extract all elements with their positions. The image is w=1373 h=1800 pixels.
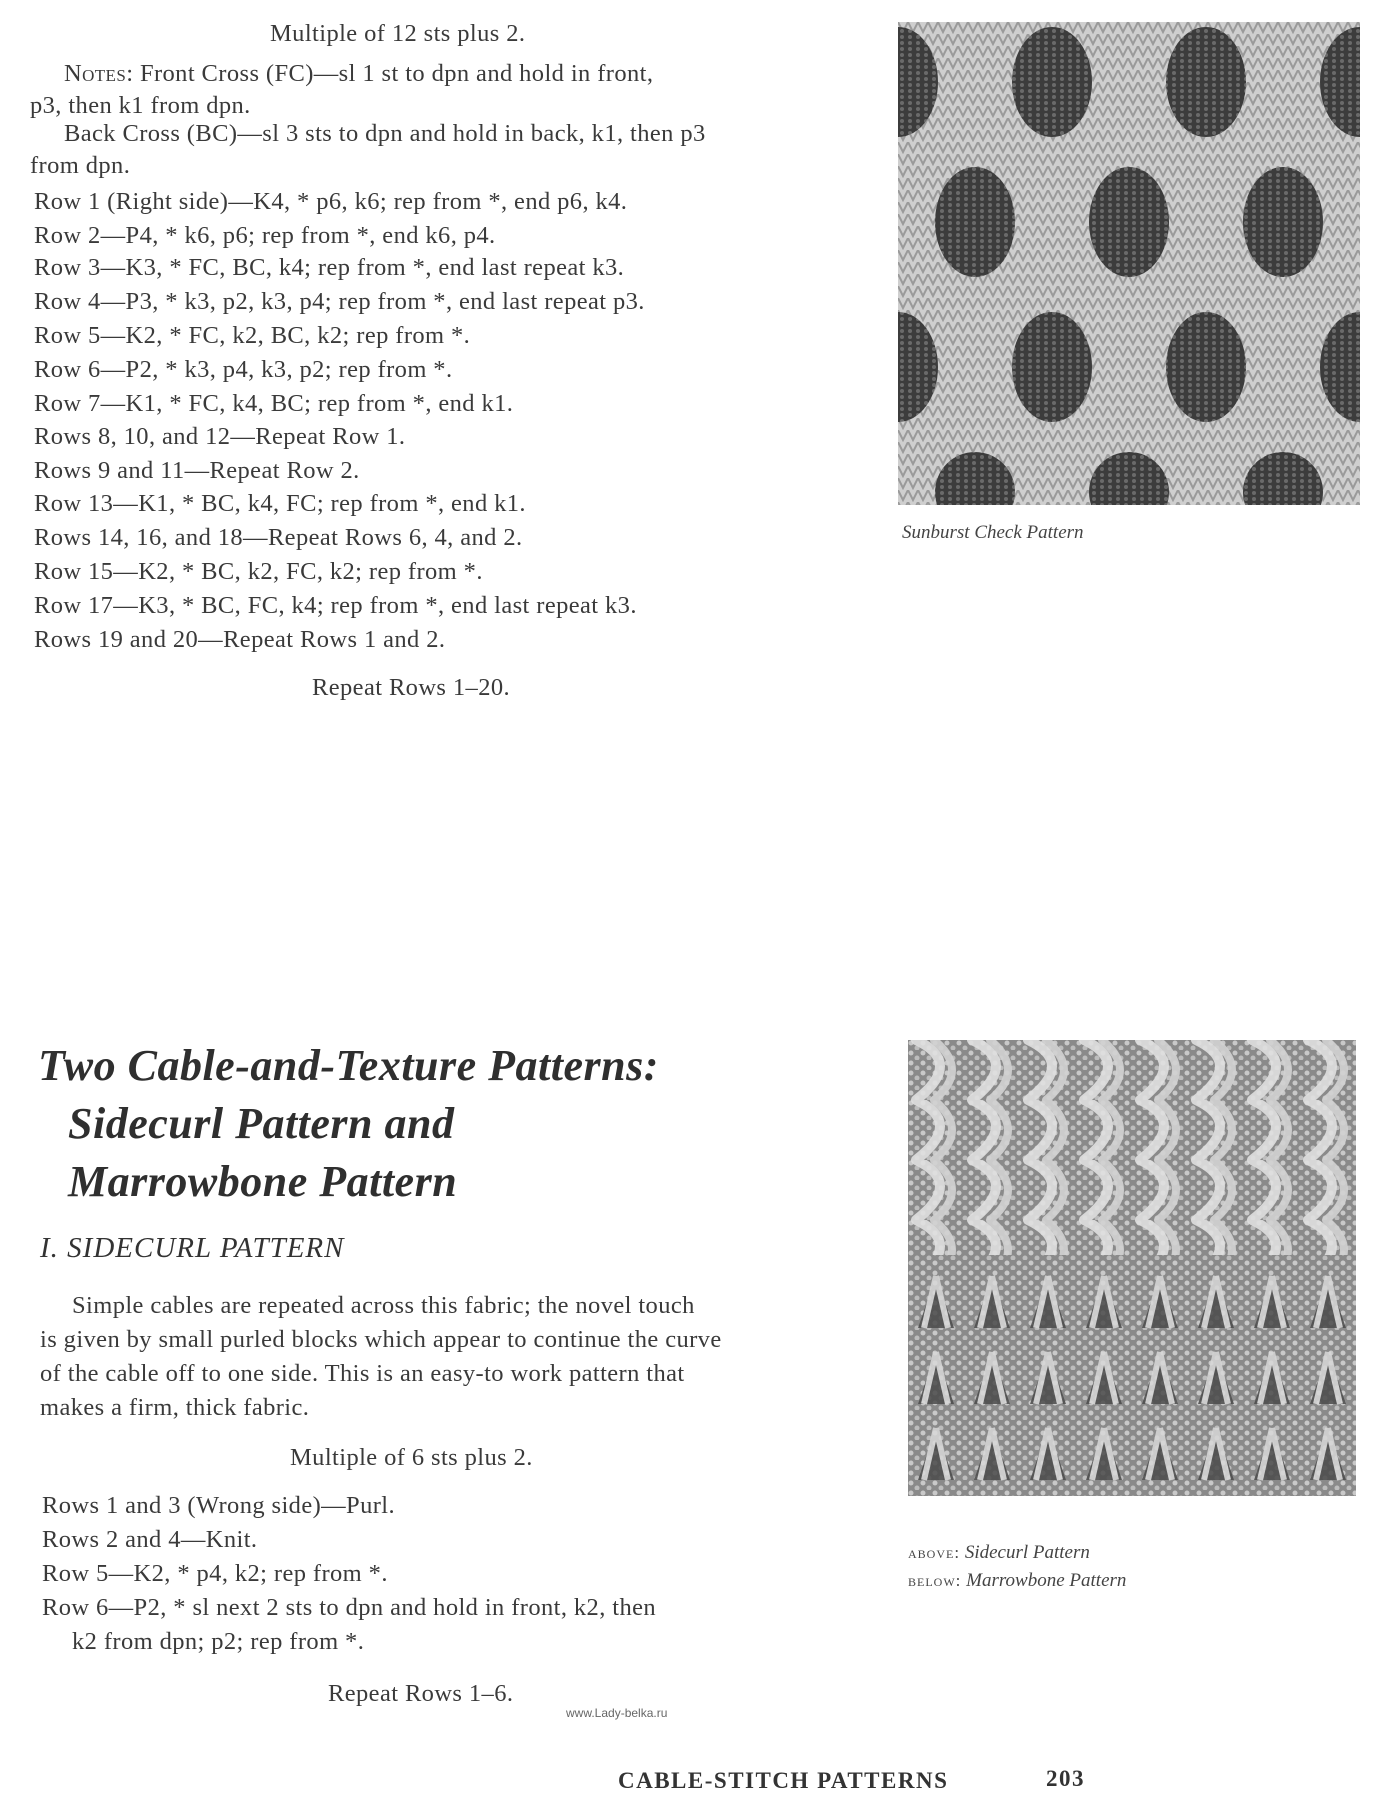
sunburst-row: Row 5—K2, * FC, k2, BC, k2; rep from *. bbox=[34, 322, 471, 349]
sunburst-multiple: Multiple of 12 sts plus 2. bbox=[270, 20, 526, 47]
section-heading-line3: Marrowbone Pattern bbox=[68, 1157, 458, 1206]
caption-below bbox=[908, 1570, 1126, 1592]
sunburst-notes-bc-line2: from dpn. bbox=[30, 152, 131, 179]
caption-below-label: below: bbox=[908, 1571, 962, 1590]
sunburst-caption: Sunburst Check Pattern bbox=[902, 522, 1084, 543]
sunburst-row: Row 3—K3, * FC, BC, k4; rep from *, end last repeat k3. bbox=[34, 254, 625, 281]
sunburst-notes-bc-line1: Back Cross (BC)—sl 3 sts to dpn and hold in back, k1, then p3 bbox=[64, 120, 706, 147]
sidecurl-row: Rows 2 and 4—Knit. bbox=[42, 1526, 258, 1553]
page-number: 203 bbox=[1046, 1766, 1085, 1791]
running-footer: CABLE-STITCH PATTERNS bbox=[618, 1768, 949, 1793]
sunburst-row: Row 2—P4, * k6, p6; rep from *, end k6, p4. bbox=[34, 222, 496, 249]
section-heading-line1: Two Cable-and-Texture Patterns: bbox=[38, 1041, 659, 1090]
sidecurl-multiple: Multiple of 6 sts plus 2. bbox=[290, 1444, 533, 1471]
sunburst-row: Rows 8, 10, and 12—Repeat Row 1. bbox=[34, 423, 406, 450]
sidecurl-row: Rows 1 and 3 (Wrong side)—Purl. bbox=[42, 1492, 396, 1519]
caption-above-text: Sidecurl Pattern bbox=[964, 1542, 1090, 1563]
sunburst-notes-fc-line1 bbox=[64, 60, 653, 88]
sunburst-row: Row 7—K1, * FC, k4, BC; rep from *, end k1. bbox=[34, 390, 514, 417]
caption-below-text: Marrowbone Pattern bbox=[966, 1570, 1127, 1591]
sunburst-row: Row 17—K3, * BC, FC, k4; rep from *, end last repeat k3. bbox=[34, 592, 637, 619]
sidecurl-marrowbone-photo bbox=[908, 1040, 1356, 1496]
intro-line: of the cable off to one side. This is an easy-to work pattern that bbox=[40, 1360, 685, 1387]
sunburst-check-photo bbox=[898, 22, 1360, 505]
sunburst-repeat: Repeat Rows 1–20. bbox=[312, 674, 511, 701]
intro-line: makes a firm, thick fabric. bbox=[40, 1394, 310, 1421]
sunburst-row: Row 6—P2, * k3, p4, k3, p2; rep from *. bbox=[34, 356, 453, 383]
sidecurl-row: Row 5—K2, * p4, k2; rep from *. bbox=[42, 1560, 388, 1587]
sunburst-row: Row 13—K1, * BC, k4, FC; rep from *, end k1. bbox=[34, 490, 526, 517]
notes-label: Notes: bbox=[64, 60, 134, 87]
section-heading-line2: Sidecurl Pattern and bbox=[68, 1099, 455, 1148]
intro-line: is given by small purled blocks which appear to continue the curve bbox=[40, 1326, 722, 1353]
sunburst-row: Rows 14, 16, and 18—Repeat Rows 6, 4, and 2. bbox=[34, 524, 523, 551]
sidecurl-row: Row 6—P2, * sl next 2 sts to dpn and hold in front, k2, then bbox=[42, 1594, 657, 1621]
caption-above-label: above: bbox=[908, 1543, 961, 1562]
intro-line: Simple cables are repeated across this fabric; the novel touch bbox=[72, 1292, 695, 1319]
sunburst-row: Row 15—K2, * BC, k2, FC, k2; rep from *. bbox=[34, 558, 483, 585]
sidecurl-repeat: Repeat Rows 1–6. bbox=[328, 1680, 514, 1707]
watermark: www.Lady-belka.ru bbox=[566, 1706, 668, 1720]
sunburst-row: Row 1 (Right side)—K4, * p6, k6; rep from *, end p6, k4. bbox=[34, 188, 628, 215]
sunburst-row: Row 4—P3, * k3, p2, k3, p4; rep from *, end last repeat p3. bbox=[34, 288, 645, 315]
notes-fc-text: Front Cross (FC)—sl 1 st to dpn and hold in front, bbox=[139, 60, 654, 87]
sidecurl-row: k2 from dpn; p2; rep from *. bbox=[72, 1628, 365, 1655]
sunburst-row: Rows 19 and 20—Repeat Rows 1 and 2. bbox=[34, 626, 446, 653]
sidecurl-subheading: I. SIDECURL PATTERN bbox=[40, 1232, 345, 1264]
sunburst-row: Rows 9 and 11—Repeat Row 2. bbox=[34, 457, 360, 484]
sunburst-notes-fc-line2: p3, then k1 from dpn. bbox=[30, 92, 251, 119]
caption-above bbox=[908, 1542, 1090, 1564]
